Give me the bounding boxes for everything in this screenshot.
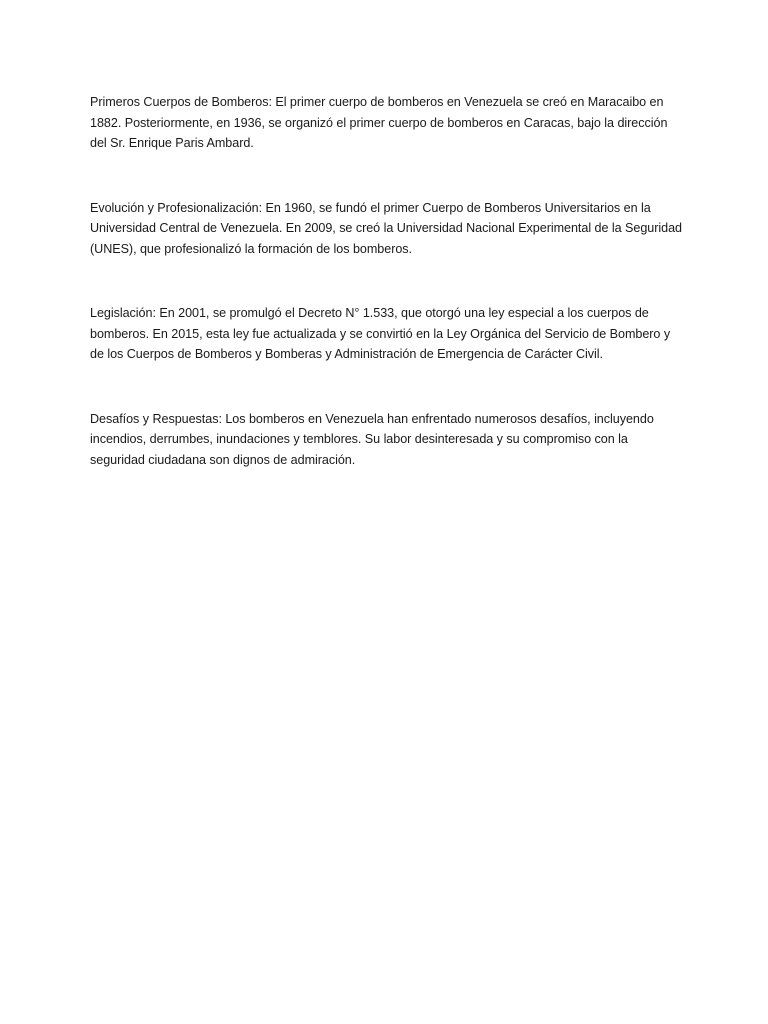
paragraph-evolucion: Evolución y Profesionalización: En 1960, se fundó el primer Cuerpo de Bomberos Universitarios en la Universidad Central de Venezuela. En 2009, se creó la Universidad Nacional Experimental de la Seguridad (UNES), que profesionalizó la formación de los bomberos. bbox=[90, 200, 683, 256]
document-body bbox=[90, 92, 682, 470]
paragraph-desafios: Desafíos y Respuestas: Los bomberos en Venezuela han enfrentado numerosos desafíos, incluyendo incendios, derrumbes, inundaciones y temblores. Su labor desinteresada y su compromiso con la seguridad ciudadana son dignos de admiración. bbox=[90, 411, 654, 467]
paragraph-primeros-cuerpos: Primeros Cuerpos de Bomberos: El primer cuerpo de bomberos en Venezuela se creó en Maracaibo en 1882. Posteriormente, en 1936, se organizó el primer cuerpo de bomberos en Caracas, bajo la dirección del Sr. Enrique Paris Ambard. bbox=[90, 95, 668, 150]
paragraph-legislacion: Legislación: En 2001, se promulgó el Decreto N° 1.533, que otorgó una ley especial a los cuerpos de bomberos. En 2015, esta ley fue actualizada y se convirtió en la Ley Orgánica del Servicio de Bombero y de los Cuerpos de Bomberos y Bomberas y Administración de Emergencia de Carácter Civil. bbox=[90, 306, 671, 361]
